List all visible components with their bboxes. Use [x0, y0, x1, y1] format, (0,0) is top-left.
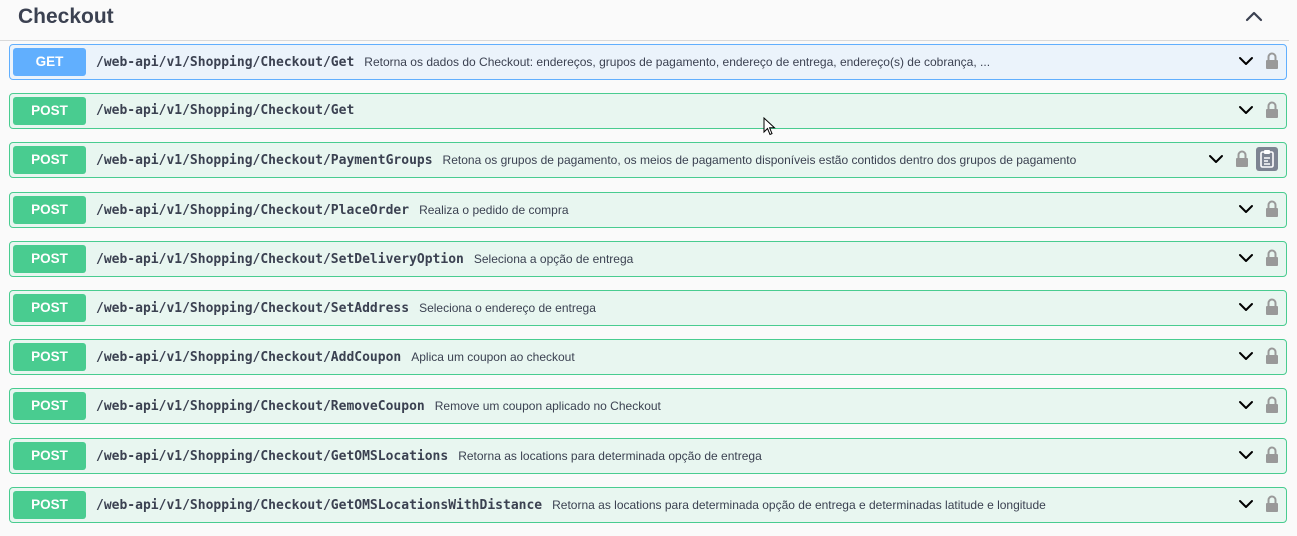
- operation-summary: Retorna os dados do Checkout: endereços, grupos de pagamento, endereço de entrega, endereço(s) de cobrança, ...: [364, 55, 991, 69]
- chevron-down-icon[interactable]: [1238, 203, 1254, 215]
- copy-to-clipboard-icon[interactable]: [1256, 147, 1278, 171]
- operation-summary: Aplica um coupon ao checkout: [411, 350, 575, 365]
- method-badge: POST: [13, 97, 86, 125]
- operation-path: [96, 94, 354, 128]
- operation-path-text: /web-api/v1/Shopping/Checkout/Get: [96, 55, 355, 70]
- lock-icon[interactable]: [1265, 297, 1279, 317]
- operation-summary: Seleciona o endereço de entrega: [419, 300, 596, 315]
- chevron-up-icon[interactable]: [1242, 8, 1266, 24]
- operations-list: [9, 44, 1287, 536]
- operation-row[interactable]: [9, 339, 1287, 375]
- mouse-pointer-icon: [763, 117, 777, 137]
- operation-path: [96, 389, 661, 423]
- operation-path-text: /web-api/v1/Shopping/Checkout/Get: [96, 103, 355, 119]
- operation-path: [96, 143, 1076, 177]
- method-badge: GET: [13, 48, 86, 76]
- chevron-down-icon[interactable]: [1238, 449, 1254, 461]
- operation-summary: Retona os grupos de pagamento, os meios de pagamento disponíveis estão contidos dentro dos grupos de pagamento: [442, 153, 1077, 168]
- chevron-down-icon[interactable]: [1238, 498, 1254, 510]
- operation-row[interactable]: [9, 192, 1287, 228]
- operation-row[interactable]: [9, 93, 1287, 129]
- operation-path: [96, 439, 762, 473]
- lock-icon[interactable]: [1265, 445, 1279, 465]
- chevron-down-icon[interactable]: [1238, 55, 1254, 67]
- operation-row[interactable]: [9, 241, 1287, 277]
- operation-path: [96, 488, 1046, 522]
- lock-icon[interactable]: [1265, 395, 1279, 415]
- method-badge: POST: [13, 294, 86, 322]
- method-badge: POST: [13, 491, 86, 519]
- operation-path-text: /web-api/v1/Shopping/Checkout/GetOMSLocations: [96, 448, 449, 464]
- method-badge: POST: [13, 343, 86, 371]
- operation-row[interactable]: [9, 290, 1287, 326]
- method-badge: POST: [13, 392, 86, 420]
- operation-summary: Seleciona a opção de entrega: [473, 251, 634, 266]
- lock-icon[interactable]: [1265, 51, 1279, 71]
- operation-row[interactable]: [9, 142, 1287, 178]
- operation-path-text: /web-api/v1/Shopping/Checkout/PlaceOrder: [96, 202, 410, 218]
- chevron-down-icon[interactable]: [1208, 153, 1224, 165]
- lock-icon[interactable]: [1235, 149, 1249, 169]
- operation-row[interactable]: [9, 487, 1287, 523]
- operation-path-text: /web-api/v1/Shopping/Checkout/SetDeliveryOption: [96, 251, 464, 267]
- operation-path-text: /web-api/v1/Shopping/Checkout/AddCoupon: [96, 350, 402, 366]
- chevron-down-icon[interactable]: [1238, 104, 1254, 116]
- method-badge: POST: [13, 146, 86, 174]
- method-badge: POST: [13, 442, 86, 470]
- chevron-down-icon[interactable]: [1238, 252, 1254, 264]
- chevron-down-icon[interactable]: [1238, 301, 1254, 313]
- lock-icon[interactable]: [1265, 100, 1279, 120]
- operation-path-text: /web-api/v1/Shopping/Checkout/PaymentGroups: [96, 153, 433, 169]
- operation-path: [96, 291, 596, 325]
- operation-summary: Retorna as locations para determinada opção de entrega: [458, 448, 762, 463]
- lock-icon[interactable]: [1265, 248, 1279, 268]
- operation-summary: Retorna as locations para determinada opção de entrega e determinadas latitude e longitude: [552, 497, 1046, 512]
- operation-path-text: /web-api/v1/Shopping/Checkout/SetAddress: [96, 300, 410, 316]
- section-title: Checkout: [18, 5, 114, 28]
- operation-path: [96, 242, 633, 276]
- operation-row[interactable]: [9, 388, 1287, 424]
- operation-path: [96, 340, 575, 374]
- chevron-down-icon[interactable]: [1238, 350, 1254, 362]
- lock-icon[interactable]: [1265, 199, 1279, 219]
- operation-path: [96, 45, 990, 79]
- method-badge: POST: [13, 245, 86, 273]
- operation-summary: Remove um coupon aplicado no Checkout: [434, 399, 661, 414]
- operation-row[interactable]: [9, 44, 1287, 80]
- chevron-down-icon[interactable]: [1238, 399, 1254, 411]
- method-badge: POST: [13, 196, 86, 224]
- operation-summary: Realiza o pedido de compra: [419, 202, 569, 217]
- operation-path-text: /web-api/v1/Shopping/Checkout/GetOMSLocationsWithDistance: [96, 497, 543, 513]
- lock-icon[interactable]: [1265, 346, 1279, 366]
- section-header[interactable]: [0, 0, 1289, 41]
- operation-row[interactable]: [9, 438, 1287, 474]
- lock-icon[interactable]: [1265, 494, 1279, 514]
- operation-path: [96, 193, 569, 227]
- operation-path-text: /web-api/v1/Shopping/Checkout/RemoveCoupon: [96, 399, 425, 415]
